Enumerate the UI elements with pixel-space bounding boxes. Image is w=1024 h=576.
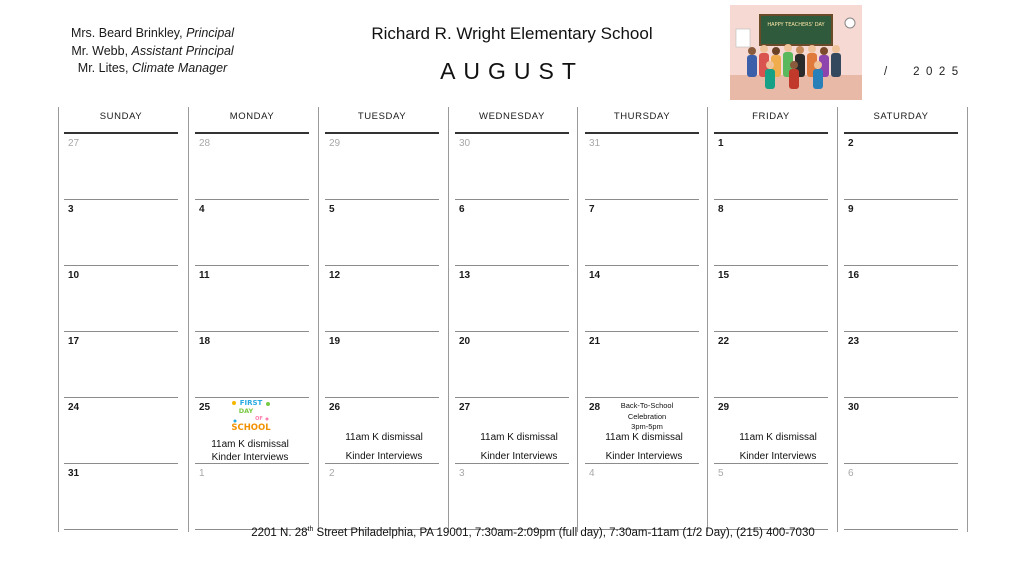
header-rule xyxy=(64,132,178,134)
cell-divider xyxy=(195,265,309,266)
cell-divider xyxy=(714,331,828,332)
day-number: 18 xyxy=(199,336,211,347)
day-number: 31 xyxy=(589,138,601,149)
header-rule xyxy=(325,132,439,134)
weekday-header-tuesday: TUESDAY xyxy=(357,111,407,122)
cell-divider xyxy=(325,199,439,200)
cell-divider xyxy=(714,265,828,266)
cell-divider xyxy=(325,331,439,332)
cell-divider xyxy=(585,199,699,200)
day-number: 24 xyxy=(68,402,80,413)
day-number: 29 xyxy=(329,138,341,149)
cell-divider xyxy=(585,331,699,332)
cell-divider xyxy=(844,331,958,332)
cell-divider xyxy=(844,463,958,464)
day-number: 7 xyxy=(589,204,595,215)
header-rule xyxy=(195,132,309,134)
header-rule xyxy=(714,132,828,134)
day-number: 25 xyxy=(199,402,211,413)
day-number: 30 xyxy=(848,402,860,413)
school-name: Richard R. Wright Elementary School xyxy=(371,24,653,43)
cell-divider xyxy=(325,265,439,266)
day-number: 21 xyxy=(589,336,601,347)
svg-text:FIRST: FIRST xyxy=(239,399,263,407)
day-number: 11 xyxy=(199,270,210,281)
header-rule xyxy=(455,132,569,134)
staff-assistant-principal: Mr. Webb, Assistant Principal xyxy=(71,43,234,58)
staff-principal: Mrs. Beard Brinkley, Principal xyxy=(70,26,235,40)
weekday-header-thursday: THURSDAY xyxy=(613,111,671,122)
column-divider xyxy=(448,107,449,532)
day-number: 27 xyxy=(68,138,80,149)
column-divider xyxy=(188,107,189,532)
month-title: AUGUST xyxy=(440,58,584,84)
header-rule xyxy=(844,132,958,134)
column-divider xyxy=(577,107,578,532)
year-label: / 2025 xyxy=(884,66,965,78)
cell-divider xyxy=(585,265,699,266)
day-number: 30 xyxy=(459,138,471,149)
cell-divider xyxy=(64,331,178,332)
svg-text:OF: OF xyxy=(255,416,263,422)
day-number: 23 xyxy=(848,336,860,347)
day-number: 2 xyxy=(329,468,335,479)
cell-divider xyxy=(64,265,178,266)
day-number: 12 xyxy=(329,270,341,281)
day-number: 28 xyxy=(199,138,211,149)
column-divider xyxy=(837,107,838,532)
day-number: 27 xyxy=(459,402,471,413)
day-number: 3 xyxy=(459,468,465,479)
cell-divider xyxy=(455,331,569,332)
cell-divider xyxy=(714,397,828,398)
weekday-header-sunday: SUNDAY xyxy=(99,111,143,122)
cell-divider xyxy=(325,463,439,464)
day-number: 20 xyxy=(459,336,471,347)
cell-divider xyxy=(844,199,958,200)
day-number: 1 xyxy=(199,468,205,479)
weekday-header-friday: FRIDAY xyxy=(752,111,790,122)
day-number: 10 xyxy=(68,270,80,281)
day-number: 15 xyxy=(718,270,730,281)
day-number: 9 xyxy=(848,204,854,215)
event-fri29: 11am K dismissal Kinder Interviews xyxy=(739,432,817,462)
column-divider xyxy=(967,107,968,532)
day-number: 26 xyxy=(329,402,341,413)
event-mon25: 11am K dismissal Kinder Interviews xyxy=(211,439,289,463)
day-number: 17 xyxy=(68,336,80,347)
day-number: 31 xyxy=(68,468,80,479)
cell-divider xyxy=(585,397,699,398)
day-number: 28 xyxy=(589,402,601,413)
column-divider xyxy=(707,107,708,532)
svg-text:SCHOOL: SCHOOL xyxy=(231,423,271,433)
cell-divider xyxy=(585,463,699,464)
day-number: 8 xyxy=(718,204,724,215)
weekday-header-wednesday: WEDNESDAY xyxy=(479,111,545,122)
event-thu28: 11am K dismissal Kinder Interviews xyxy=(605,432,683,462)
day-number: 5 xyxy=(718,468,724,479)
board-text: HAPPY TEACHERS' DAY xyxy=(767,22,825,28)
staff-climate-manager: Mr. Lites, Climate Manager xyxy=(77,61,228,75)
teachers-illustration-icon xyxy=(730,5,862,100)
header-rule xyxy=(585,132,699,134)
day-number: 1 xyxy=(718,138,724,149)
cell-divider xyxy=(844,265,958,266)
day-number: 16 xyxy=(848,270,860,281)
cell-divider xyxy=(844,397,958,398)
cell-divider xyxy=(64,397,178,398)
first-day-of-school-icon xyxy=(229,397,273,433)
cell-divider xyxy=(64,529,178,530)
teachers-group-photo xyxy=(730,5,862,100)
day-number: 22 xyxy=(718,336,730,347)
cell-divider xyxy=(64,199,178,200)
day-number: 4 xyxy=(589,468,595,479)
first-day-of-school-badge xyxy=(229,397,273,433)
day-number: 3 xyxy=(68,204,74,215)
svg-text:DAY: DAY xyxy=(238,407,254,415)
day-number: 6 xyxy=(459,204,465,215)
cell-divider xyxy=(325,397,439,398)
day-number: 29 xyxy=(718,402,730,413)
day-number: 14 xyxy=(589,270,601,281)
cell-divider xyxy=(455,397,569,398)
column-divider xyxy=(58,107,59,532)
weekday-header-monday: MONDAY xyxy=(229,111,275,122)
day-number: 5 xyxy=(329,204,335,215)
column-divider xyxy=(318,107,319,532)
cell-divider xyxy=(195,199,309,200)
day-number: 2 xyxy=(848,138,854,149)
event-tue26: 11am K dismissal Kinder Interviews xyxy=(345,432,423,462)
cell-divider xyxy=(714,463,828,464)
school-address-footer: 2201 N. 28th Street Philadelphia, PA 19001, 7:30am-2:09pm (full day), 7:30am-11am (1/2 Day), (215) 400-7030 xyxy=(251,526,815,539)
day-number: 13 xyxy=(459,270,471,281)
day-number: 6 xyxy=(848,468,854,479)
cell-divider xyxy=(714,199,828,200)
cell-divider xyxy=(455,199,569,200)
weekday-header-saturday: SATURDAY xyxy=(873,111,929,122)
day-number: 19 xyxy=(329,336,341,347)
event-thu28-celebration: Back-To-School Celebration 3pm-5pm xyxy=(620,401,674,431)
staff-list xyxy=(40,25,265,78)
cell-divider xyxy=(455,265,569,266)
event-wed27: 11am K dismissal Kinder Interviews xyxy=(480,432,558,462)
cell-divider xyxy=(195,331,309,332)
day-number: 4 xyxy=(199,204,205,215)
cell-divider xyxy=(64,463,178,464)
cell-divider xyxy=(455,463,569,464)
